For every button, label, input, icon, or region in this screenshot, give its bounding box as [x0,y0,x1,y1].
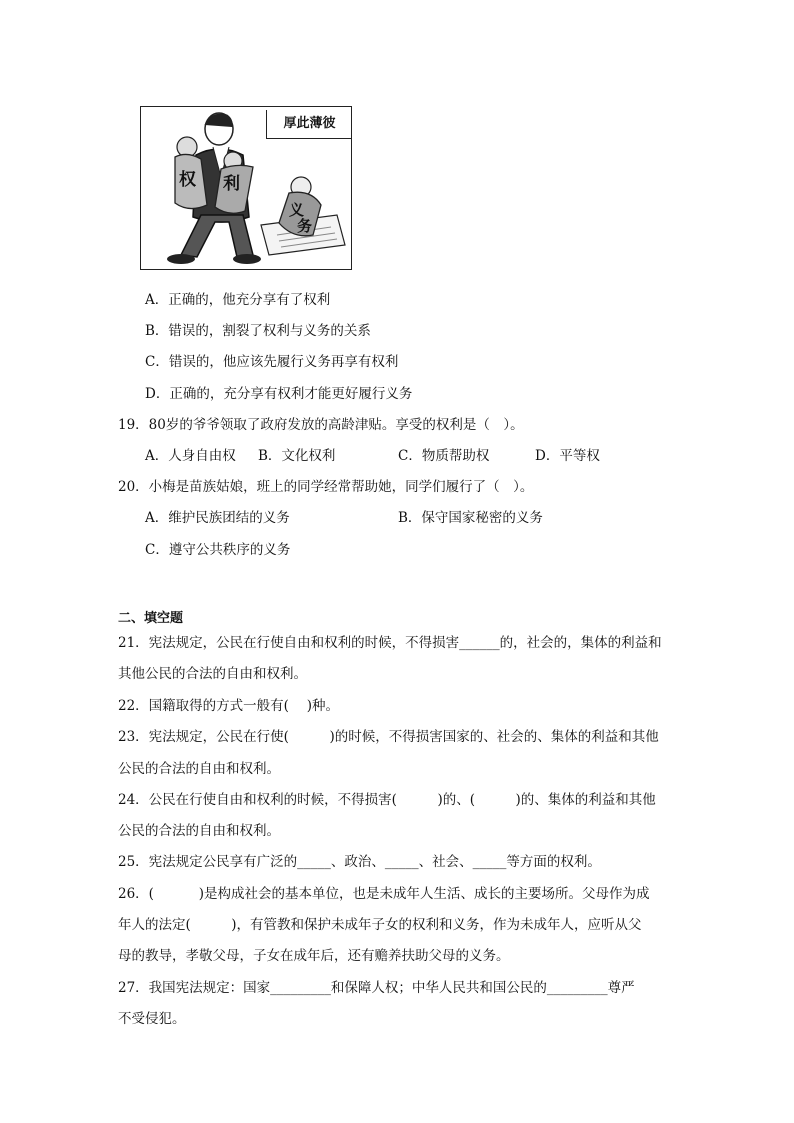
man-legs [181,215,253,257]
q24-line-2: 公民的合法的自由和权利。 [118,823,280,839]
q26-line-1: 26．( )是构成社会的基本单位，也是未成年人生活、成长的主要场所。父母作为成 [118,886,650,902]
tag-quan: 权 [179,170,196,190]
cartoon-figure [140,106,352,270]
q19-stem: 19．80岁的爷爷领取了政府发放的高龄津贴。享受的权利是（ ）。 [118,417,524,433]
q21-line-1: 21．宪法规定，公民在行使自由和权利的时候，不得损害______的，社会的，集体的利益和 [118,635,662,651]
q18-option-b: B．错误的，割裂了权利与义务的关系 [145,323,371,339]
q20-option-a: A．维护民族团结的义务 [145,510,290,526]
q19-option-b: B．文化权利 [258,448,336,464]
q20-stem: 20．小梅是苗族姑娘，班上的同学经常帮助她，同学们履行了（ ）。 [118,479,534,495]
tag-wu: 务 [297,217,313,235]
q26-line-3: 母的教导，孝敬父母，子女在成年后，还有赡养扶助父母的义务。 [118,948,510,964]
q27-line-1: 27．我国宪法规定：国家_________和保障人权；中华人民共和国公民的_________尊严 [118,980,635,996]
q19-option-a: A．人身自由权 [145,448,236,464]
q23-line-2: 公民的合法的自由和权利。 [118,761,280,777]
q21-line-2: 其他公民的合法的自由和权利。 [118,666,307,682]
q23-line-1: 23．宪法规定，公民在行使( )的时候，不得损害国家的、社会的、集体的利益和其他 [118,729,659,745]
q25-line: 25．宪法规定公民享有广泛的_____、政治、_____、社会、_____等方面的权利。 [118,854,601,870]
cartoon-title: 厚此薄彼 [266,110,352,139]
q20-option-c: C．遵守公共秩序的义务 [145,542,291,558]
q18-option-d: D．正确的，充分享有权利才能更好履行义务 [145,386,413,402]
section-title-fill-in: 二、填空题 [118,611,184,626]
tag-yi: 义 [289,201,305,219]
q27-line-2: 不受侵犯。 [118,1011,186,1027]
q24-line-1: 24．公民在行使自由和权利的时候，不得损害( )的、( )的、集体的利益和其他 [118,792,656,808]
q22-line: 22．国籍取得的方式一般有( )种。 [118,698,340,714]
q18-option-c: C．错误的，他应该先履行义务再享有权利 [145,354,399,370]
q18-option-a: A．正确的，他充分享有了权利 [145,292,331,308]
q19-option-c: C．物质帮助权 [398,448,490,464]
q20-option-b: B．保守国家秘密的义务 [398,510,543,526]
q26-line-2: 年人的法定( )，有管教和保护未成年子女的权利和义务，作为未成年人，应听从父 [118,917,642,933]
tag-li: 利 [223,174,240,194]
q19-option-d: D．平等权 [535,448,600,464]
